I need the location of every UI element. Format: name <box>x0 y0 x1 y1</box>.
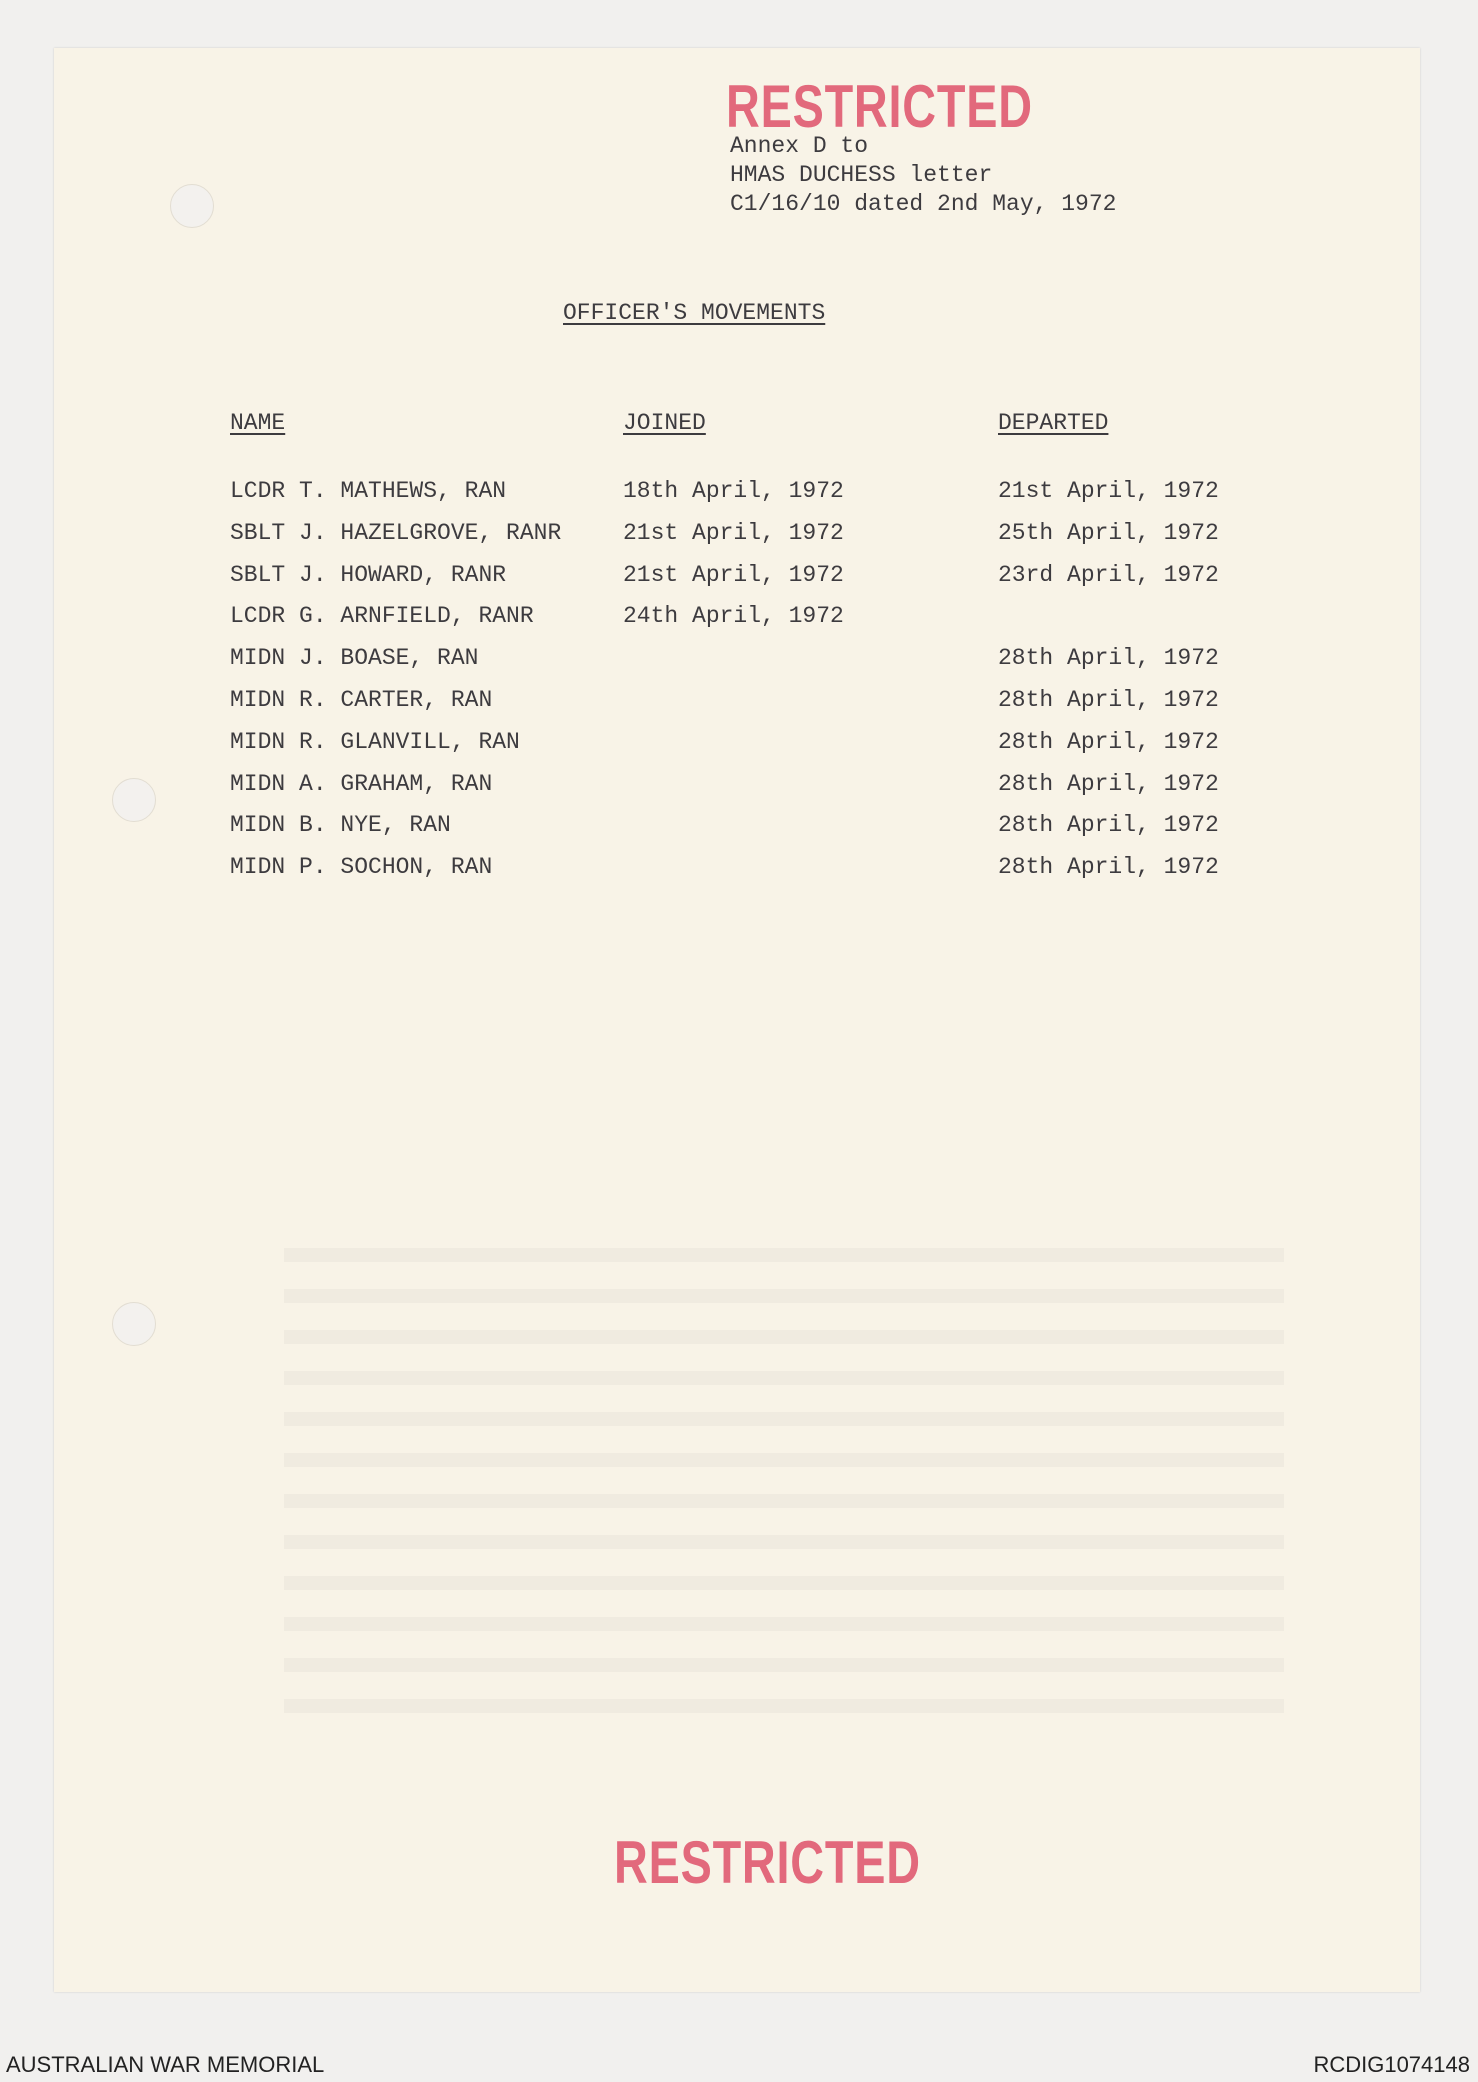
restricted-stamp-bottom: RESTRICTED <box>614 1829 921 1896</box>
table-row <box>0 812 1478 854</box>
table-row <box>0 854 1478 896</box>
officer-name: SBLT J. HOWARD, RANR <box>230 561 507 588</box>
show-through-text <box>284 1248 1284 1728</box>
joined-date: 18th April, 1972 <box>623 478 844 504</box>
punch-hole-lower <box>112 1302 156 1346</box>
departed-date: 21st April, 1972 <box>998 478 1219 504</box>
officer-name: MIDN A. GRAHAM, RAN <box>230 770 493 797</box>
page-title: OFFICER'S MOVEMENTS <box>563 300 826 326</box>
departed-date: 28th April, 1972 <box>998 812 1219 839</box>
movements-table <box>0 478 1478 896</box>
column-header-name: NAME <box>230 410 286 436</box>
officer-name: SBLT J. HAZELGROVE, RANR <box>230 519 562 546</box>
table-row <box>0 645 1478 687</box>
document-page <box>54 48 1420 1992</box>
departed-date: 28th April, 1972 <box>998 686 1219 713</box>
table-row <box>0 478 1478 520</box>
punch-hole-top <box>170 184 214 228</box>
departed-date: 28th April, 1972 <box>998 770 1219 797</box>
footer-institution: AUSTRALIAN WAR MEMORIAL <box>6 2052 325 2077</box>
joined-date: 21st April, 1972 <box>623 519 844 546</box>
annex-line-3: C1/16/10 dated 2nd May, 1972 <box>730 191 1117 217</box>
departed-date: 23rd April, 1972 <box>998 561 1219 588</box>
annex-line-1: Annex D to <box>730 133 869 159</box>
column-header-joined: JOINED <box>623 410 706 436</box>
joined-date: 24th April, 1972 <box>623 603 844 630</box>
officer-name: MIDN J. BOASE, RAN <box>230 645 479 672</box>
officer-name: MIDN P. SOCHON, RAN <box>230 854 493 881</box>
officer-name: LCDR G. ARNFIELD, RANR <box>230 603 534 630</box>
column-header-departed: DEPARTED <box>998 410 1109 436</box>
table-row <box>0 520 1478 562</box>
departed-date: 28th April, 1972 <box>998 854 1219 881</box>
annex-reference <box>730 132 1116 219</box>
officer-name: LCDR T. MATHEWS, RAN <box>230 478 507 504</box>
officer-name: MIDN B. NYE, RAN <box>230 812 451 839</box>
table-row <box>0 603 1478 645</box>
footer-record-id: RCDIG1074148 <box>1313 2052 1470 2077</box>
annex-line-2: HMAS DUCHESS letter <box>730 162 993 188</box>
departed-date: 25th April, 1972 <box>998 519 1219 546</box>
joined-date: 21st April, 1972 <box>623 561 844 588</box>
table-row <box>0 687 1478 729</box>
table-row <box>0 729 1478 771</box>
table-row <box>0 771 1478 813</box>
officer-name: MIDN R. GLANVILL, RAN <box>230 728 520 755</box>
officer-name: MIDN R. CARTER, RAN <box>230 686 493 713</box>
restricted-stamp-top: RESTRICTED <box>726 73 1033 140</box>
departed-date: 28th April, 1972 <box>998 728 1219 755</box>
table-row <box>0 562 1478 604</box>
departed-date: 28th April, 1972 <box>998 645 1219 672</box>
